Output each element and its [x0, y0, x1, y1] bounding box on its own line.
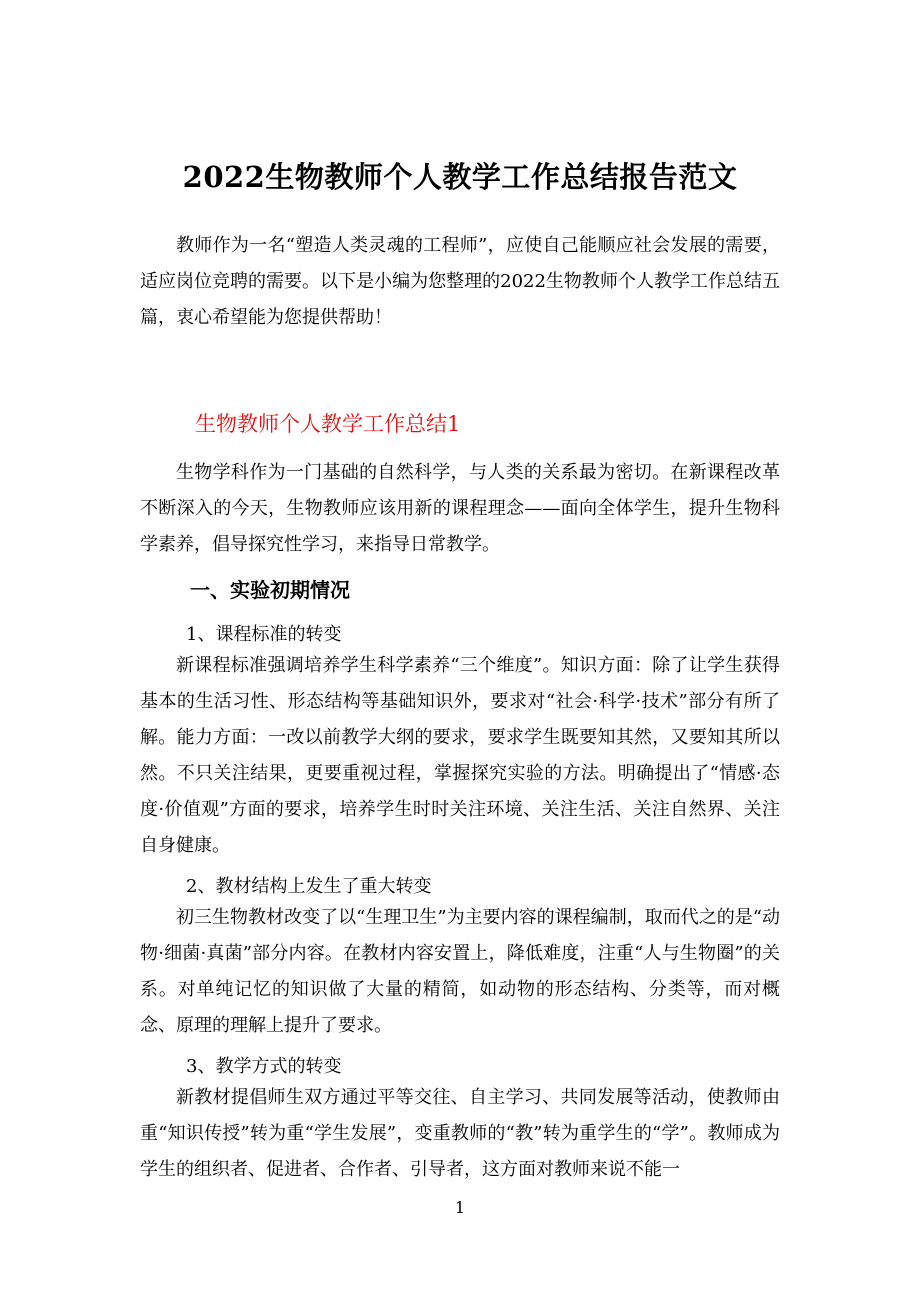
section-1-title: 生物教师个人教学工作总结1	[195, 412, 461, 436]
section-1-intro-paragraph: 生物学科作为一门基础的自然科学，与人类的关系最为密切。在新课程改革不断深入的今天，生物教师应该用新的课程理念——面向全体学生，提升生物科学素养，倡导探究性学习，来指导日常教学。	[140, 462, 780, 555]
teaching-method-paragraph: 新教材提倡师生双方通过平等交往、自主学习、共同发展等活动，使教师由重“知识传授”转为重“学生发展”，变重教师的“教”转为重学生的“学”。教师成为学生的组织者、促进者、合作者、引导者，这方面对教师来说不能一	[140, 1087, 780, 1180]
document-title: 2022生物教师个人教学工作总结报告范文	[182, 160, 738, 194]
heading-initial-situation: 一、实验初期情况	[190, 578, 350, 602]
subheading-teaching-method: 3、教学方式的转变	[186, 1056, 342, 1077]
intro-paragraph: 教师作为一名“塑造人类灵魂的工程师”，应使自己能顺应社会发展的需要，适应岗位竞聘的需要。以下是小编为您整理的2022生物教师个人教学工作总结五篇，衷心希望能为您提供帮助！	[140, 235, 780, 328]
page-number: 1	[454, 1198, 466, 1217]
textbook-structure-paragraph: 初三生物教材改变了以“生理卫生”为主要内容的课程编制，取而代之的是“动物·细菌·真菌”部分内容。在教材内容安置上，降低难度，注重“人与生物圈”的关系。对单纯记忆的知识做了大量的精简，如动物的形态结构、分类等，而对概念、原理的理解上提升了要求。	[140, 907, 780, 1036]
subheading-textbook-structure: 2、教材结构上发生了重大转变	[186, 876, 432, 897]
subheading-curriculum-standard: 1、课程标准的转变	[186, 624, 342, 645]
curriculum-standard-paragraph: 新课程标准强调培养学生科学素养“三个维度”。知识方面：除了让学生获得基本的生活习性、形态结构等基础知识外，要求对“社会·科学·技术”部分有所了解。能力方面：一改以前教学大纲的要求，要求学生既要知其然，又要知其所以然。不只关注结果，更要重视过程，掌握探究实验的方法。明确提出了“情感·态度·价值观”方面的要求，培养学生时时关注环境、关注生活、关注自然界、关注自身健康。	[140, 655, 780, 856]
